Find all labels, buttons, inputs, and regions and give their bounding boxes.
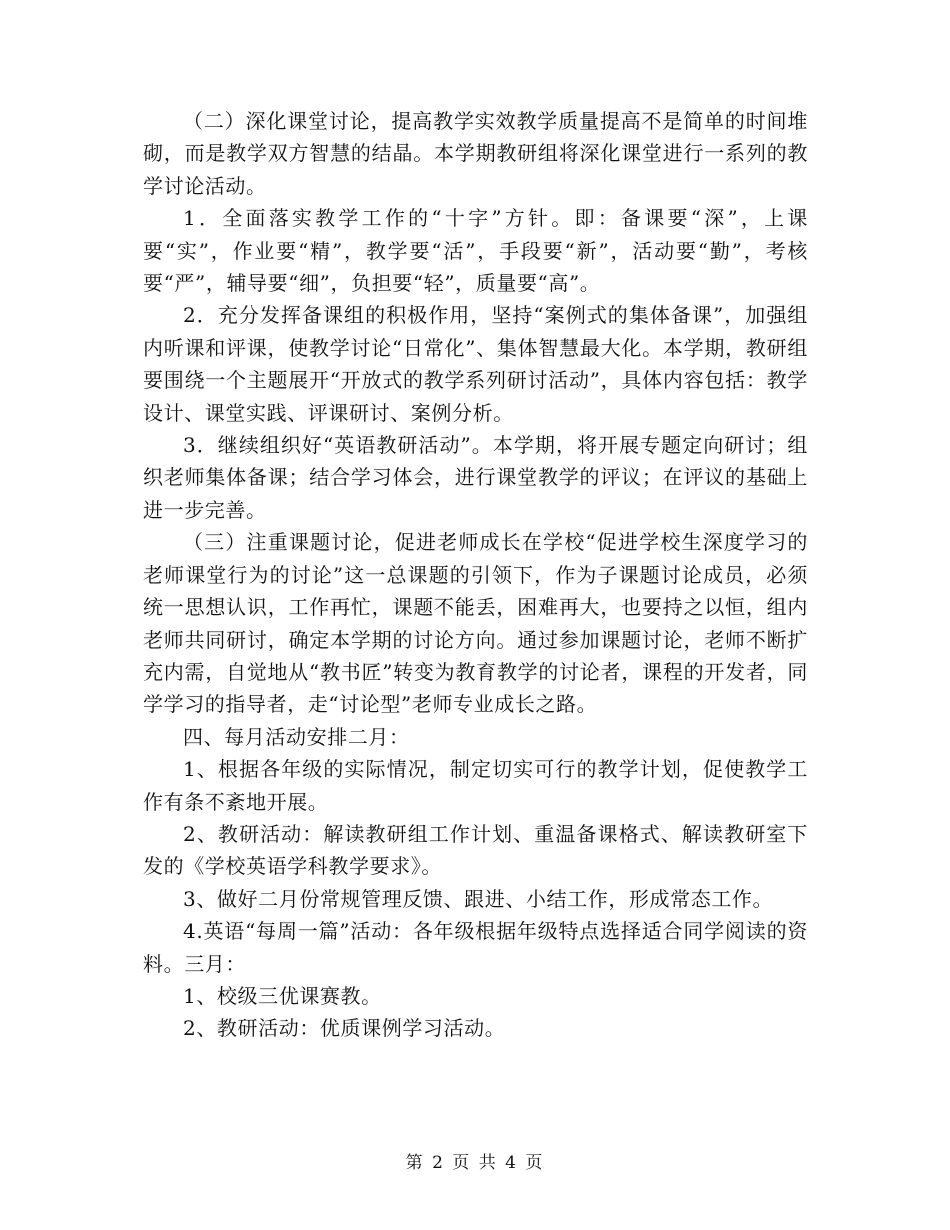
- paragraph-feb-item-2: 2、教研活动：解读教研组工作计划、重温备课格式、解读教研室下发的《学校英语学科教学要求》。: [143, 821, 808, 879]
- page-number-footer: 第 2 页 共 4 页: [405, 1153, 545, 1173]
- paragraph-item-1: 1．全面落实教学工作的“十字”方针。即：备课要“深”，上课要“实”，作业要“精”，教学要“活”，手段要“新”，活动要“勤”，考核要“严”，辅导要“细”，负担要“轻”，质量要“高”。: [143, 206, 808, 296]
- paragraph-mar-item-2: 2、教研活动：优质课例学习活动。: [183, 1016, 506, 1041]
- paragraph-mar-item-1: 1、校级三优课赛教。: [183, 983, 382, 1008]
- paragraph-item-3: 3．继续组织好“英语教研活动”。本学期，将开展专题定向研讨；组织老师集体备课；结合学习体会，进行课堂教学的评议；在评议的基础上进一步完善。: [143, 433, 808, 522]
- paragraph-section-two: （二）深化课堂讨论，提高教学实效教学质量提高不是简单的时间堆砌，而是教学双方智慧的结晶。本学期教研组将深化课堂进行一系列的教学讨论活动。: [143, 109, 808, 198]
- paragraph-section-three: （三）注重课题讨论，促进老师成长在学校“促进学校生深度学习的老师课堂行为的讨论”这一总课题的引领下，作为子课题讨论成员，必须统一思想认识，工作再忙，课题不能丢，困难再大，也要持之以恒，组内老师共同研讨，确定本学期的讨论方向。通过参加课题讨论，老师不断扩充内需，自觉地从“教书匠”转变为教育教学的讨论者，课程的开发者，同学学习的指导者，走“讨论型”老师专业成长之路。: [143, 530, 808, 717]
- paragraph-section-four: 四、每月活动安排二月：: [183, 724, 410, 749]
- paragraph-item-2: 2．充分发挥备课组的积极作用，坚持“案例式的集体备课”，加强组内听课和评课，使教学讨论“日常化”、集体智慧最大化。本学期，教研组要围绕一个主题展开“开放式的教学系列研讨活动”，具体内容包括：教学设计、课堂实践、评课研讨、案例分析。: [143, 303, 808, 425]
- document-body: [143, 105, 808, 1045]
- paragraph-feb-item-4: 4.英语“每周一篇”活动：各年级根据年级特点选择适合同学阅读的资料。三月：: [143, 919, 808, 976]
- paragraph-feb-item-1: 1、根据各年级的实际情况，制定切实可行的教学计划，促使教学工作有条不紊地开展。: [143, 757, 808, 814]
- paragraph-feb-item-3: 3、做好二月份常规管理反馈、跟进、小结工作，形成常态工作。: [183, 886, 774, 911]
